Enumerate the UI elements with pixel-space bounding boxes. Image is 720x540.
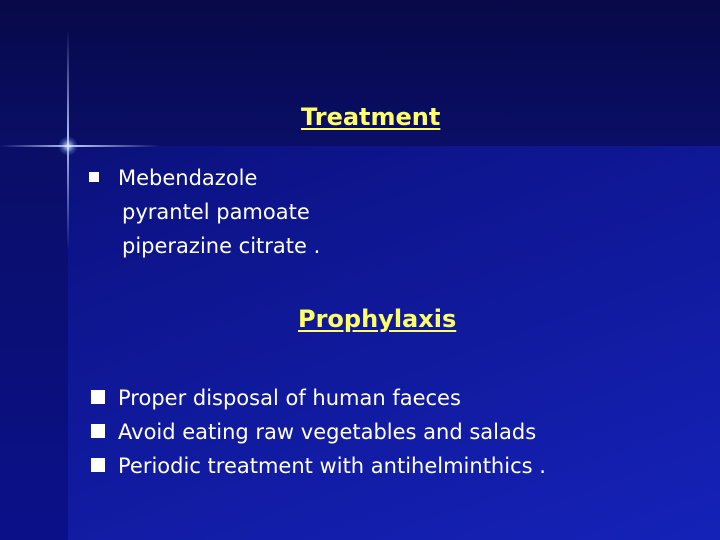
prophylaxis-item xyxy=(118,381,546,415)
sparkle-horizontal-line xyxy=(0,145,160,147)
prophylaxis-item-text: Avoid eating raw vegetables and salads xyxy=(118,420,537,444)
treatment-item: pyrantel pamoate xyxy=(122,200,310,224)
treatment-item: Mebendazole xyxy=(118,166,258,190)
background-left-band xyxy=(0,146,68,540)
prophylaxis-item-text: Proper disposal of human faeces xyxy=(118,386,461,410)
prophylaxis-item xyxy=(118,449,546,483)
treatment-heading: Treatment xyxy=(301,103,441,131)
treatment-list xyxy=(118,161,320,263)
square-bullet-icon xyxy=(89,172,99,182)
prophylaxis-list xyxy=(118,381,546,483)
square-bullet-icon xyxy=(91,458,105,472)
prophylaxis-heading: Prophylaxis xyxy=(298,305,457,333)
square-bullet-icon xyxy=(91,424,105,438)
treatment-item: piperazine citrate . xyxy=(122,234,321,258)
prophylaxis-item-text: Periodic treatment with antihelminthics . xyxy=(118,454,546,478)
sparkle-star-icon xyxy=(58,136,78,156)
square-bullet-icon xyxy=(91,390,105,404)
prophylaxis-item xyxy=(118,415,546,449)
